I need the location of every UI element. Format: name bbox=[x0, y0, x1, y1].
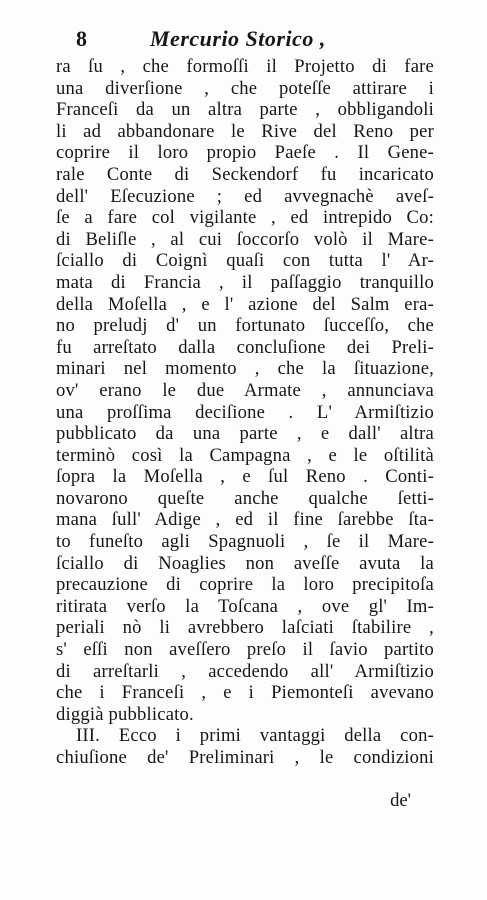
text-line: ra ſu , che formoſſi il Projetto di fare bbox=[56, 56, 434, 77]
text-line: che i Franceſi , e i Piemonteſi avevano bbox=[56, 682, 434, 704]
text-line: chiuſione de' Preliminari , le condizioni bbox=[56, 747, 434, 768]
text-line: minari nel momento , che la ſituazione, bbox=[56, 358, 434, 380]
text-line: pubblicato da una parte , e dall' altra bbox=[56, 423, 434, 445]
section-start-line: III. Ecco i primi vantaggi della con- bbox=[76, 725, 434, 747]
text-line: mana ſull' Adige , ed il fine ſarebbe ſta- bbox=[56, 509, 434, 531]
text-line: to funeſto agli Spagnuoli , ſe il Mare- bbox=[56, 531, 434, 553]
text-line: dell' Eſecuzione ; ed avvegnachè aveſ- bbox=[56, 185, 434, 207]
text-line: novarono queſte anche qualche ſetti- bbox=[56, 487, 434, 509]
text-line: una diverſione , che poteſſe attirare i bbox=[56, 77, 434, 99]
text-line: ſciallo di Noaglies non aveſſe avuta la bbox=[56, 552, 434, 574]
text-line: rale Conte di Seckendorf fu incaricato bbox=[56, 163, 434, 185]
text-line: s' eſſi non aveſſero preſo il ſavio partito bbox=[56, 639, 434, 661]
text-line: diggià pubblicato. bbox=[56, 703, 194, 725]
text-line: terminò così la Campagna , e le oſtilità bbox=[56, 444, 434, 466]
text-line: no preludj d' un fortunato ſucceſſo, che bbox=[56, 315, 434, 337]
text-line: precauzione di coprire la loro precipitoſa bbox=[56, 574, 434, 596]
text-line: di Beliſle , al cui ſoccorſo volò il Mare- bbox=[56, 228, 434, 250]
text-line: periali nò li avrebbero laſciati ſtabilire , bbox=[56, 617, 434, 639]
body-text bbox=[56, 56, 434, 769]
page-header bbox=[76, 26, 406, 56]
running-title: Mercurio Storico , bbox=[150, 26, 326, 51]
text-line: mata di Francia , il paſſaggio tranquillo bbox=[56, 271, 434, 293]
text-line: li ad abbandonare le Rive del Reno per bbox=[56, 120, 434, 142]
text-line: fu arreſtato dalla concluſione dei Preli- bbox=[56, 336, 434, 358]
catchword: de' bbox=[390, 790, 411, 811]
text-line: di arreſtarli , accedendo all' Armiſtizio bbox=[56, 660, 434, 682]
text-line: ov' erano le due Armate , annunciava bbox=[56, 379, 434, 401]
text-line: Franceſi da un altra parte , obbligandoli bbox=[56, 99, 434, 121]
text-line: della Moſella , e l' azione del Salm era- bbox=[56, 293, 434, 315]
text-line: ritirata verſo la Toſcana , ove gl' Im- bbox=[56, 595, 434, 617]
page-number: 8 bbox=[76, 26, 87, 51]
text-line: una proſſima deciſione . L' Armiſtizio bbox=[56, 401, 434, 423]
text-line: ſciallo di Coignì quaſi con tutta l' Ar- bbox=[56, 250, 434, 272]
text-line: ſe a fare col vigilante , ed intrepido Co: bbox=[56, 207, 434, 229]
text-line: ſopra la Moſella , e ſul Reno . Conti- bbox=[56, 466, 434, 488]
text-line: coprire il loro propio Paeſe . Il Gene- bbox=[56, 142, 434, 164]
